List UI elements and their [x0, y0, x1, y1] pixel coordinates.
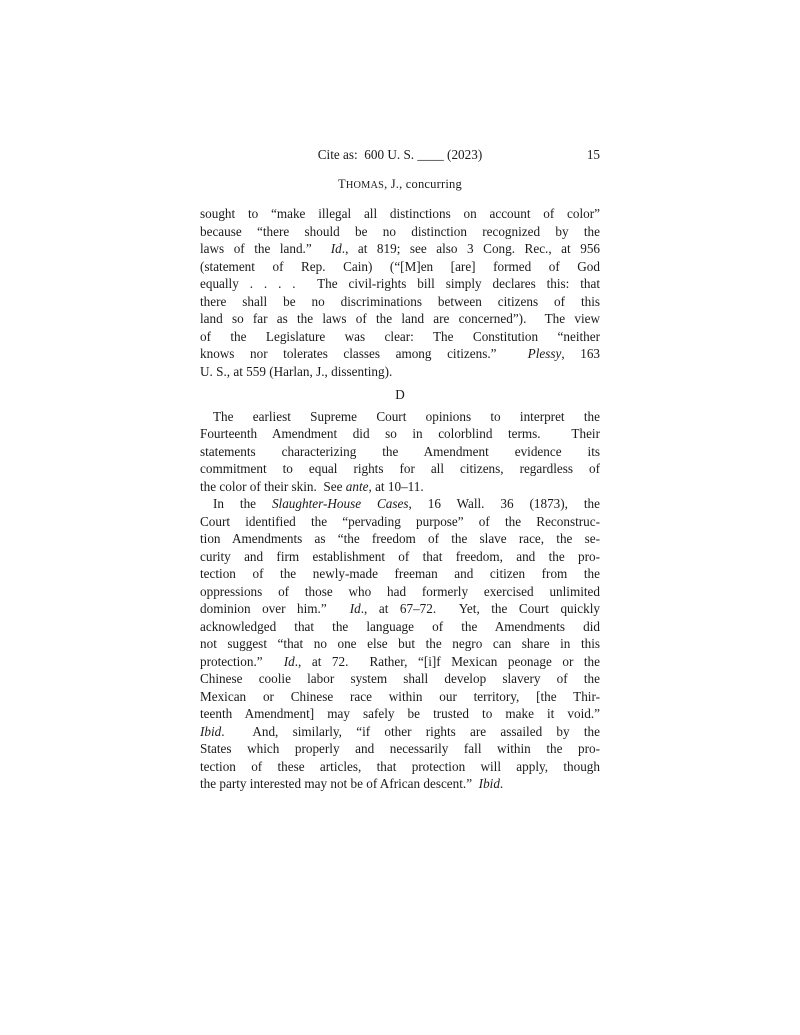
opinion-body [200, 205, 600, 793]
italic-citation: Id [330, 241, 342, 256]
body-line: U. S., at 559 (Harlan, J., dissenting). [200, 363, 393, 379]
body-line: curity and firm establishment of that freedom, and the pro- [200, 548, 600, 564]
body-line: acknowledged that the language of the Amendments did [200, 618, 600, 634]
citation-line: Cite as: 600 U. S. ____ (2023) [317, 147, 483, 162]
body-line: The earliest Supreme Court opinions to interpret the [213, 408, 600, 424]
body-line: dominion over him.” Id., at 67–72. Yet, the Court quickly [200, 601, 601, 616]
body-line: Fourteenth Amendment did so in colorblind terms. Their [200, 426, 600, 441]
italic-citation: Ibid [200, 723, 222, 739]
body-line: oppressions of those who had formerly exercised unlimited [200, 583, 600, 599]
italic-citation: ante [345, 478, 369, 494]
body-line: In the Slaughter-House Cases, 16 Wall. 36 (1873), the [213, 496, 600, 511]
body-line: land so far as the laws of the land are concerned”). The view [200, 311, 600, 326]
italic-citation: Slaughter-House Cases [271, 496, 409, 511]
attribution-lead-cap: T [338, 177, 346, 191]
body-line: statements characterizing the Amendment evidence its [200, 443, 600, 459]
paragraph [200, 495, 600, 793]
body-line: tection of these articles, that protection will apply, though [200, 758, 600, 774]
body-line: because “there should be no distinction recognized by the [200, 223, 600, 239]
body-line: knows nor tolerates classes among citizens.” Plessy, 163 [200, 346, 601, 361]
body-line: teenth Amendment] may safely be trusted to make it void.” [200, 706, 600, 721]
body-line: States which properly and necessarily fall within the pro- [200, 741, 600, 756]
italic-citation: Ibid [478, 776, 500, 791]
attribution-small-caps: HOMAS [345, 180, 385, 191]
italic-citation: Plessy [527, 346, 562, 361]
body-line: (statement of Rep. Cain) (“[M]en [are] formed of God [200, 258, 600, 274]
attribution-rest: , J., concurring [384, 177, 462, 191]
body-line: tion Amendments as “the freedom of the slave race, the se- [200, 531, 600, 546]
body-line: Mexican or Chinese race within our territory, [the Thir- [200, 688, 600, 704]
body-line: there shall be no discriminations between citizens of this [200, 293, 600, 309]
body-line: sought to “make illegal all distinctions on account of color” [200, 206, 600, 221]
attribution-line [200, 176, 600, 194]
paragraph [200, 408, 600, 496]
body-line: Court identified the “pervading purpose” of the Reconstruc- [200, 513, 600, 529]
body-line: the party interested may not be of African descent.” Ibid. [200, 776, 504, 791]
page-number: 15 [586, 147, 600, 162]
italic-citation: Id [283, 653, 295, 669]
text-block [200, 146, 600, 793]
section-heading: D [395, 387, 405, 402]
italic-citation: Id [349, 601, 361, 616]
body-line: equally . . . . The civil-rights bill simply declares this: that [200, 276, 600, 291]
body-line: tection of the newly-made freeman and citizen from the [200, 566, 600, 581]
body-line: of the Legislature was clear: The Constitution “neither [200, 328, 600, 344]
body-line: laws of the land.” Id., at 819; see also 3 Cong. Rec., at 956 [200, 241, 601, 256]
body-line: commitment to equal rights for all citizens, regardless of [200, 461, 600, 476]
body-line: the color of their skin. See ante, at 10–11. [200, 478, 424, 494]
body-line: Chinese coolie labor system shall develop slavery of the [200, 671, 600, 686]
running-header [200, 146, 600, 164]
body-line: Ibid. And, similarly, “if other rights are assailed by the [200, 723, 600, 739]
body-line: protection.” Id., at 72. Rather, “[i]f Mexican peonage or the [200, 653, 601, 669]
body-line: not suggest “that no one else but the negro can share in this [200, 636, 600, 651]
paragraph [200, 205, 600, 380]
